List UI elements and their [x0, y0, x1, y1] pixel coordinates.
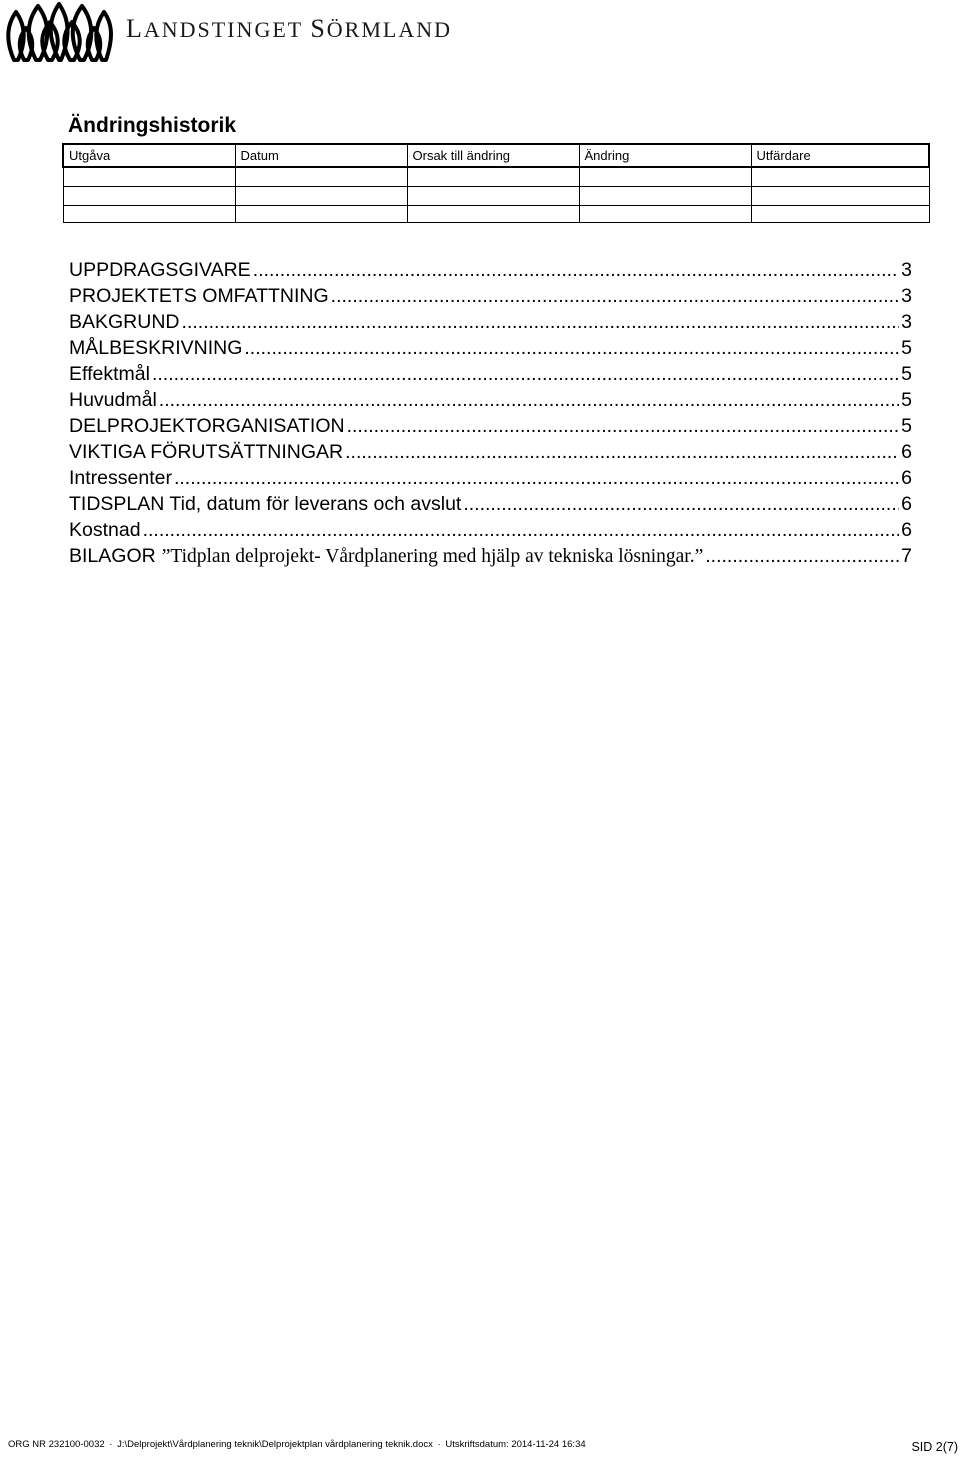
toc-dot-leader	[463, 491, 899, 517]
toc-entry-page: 6	[901, 441, 912, 463]
footer-document-info	[8, 1439, 586, 1450]
table-cell	[751, 206, 929, 223]
landstinget-logo-icon	[4, 2, 114, 62]
table-cell	[407, 206, 579, 223]
table-cell	[63, 167, 235, 187]
toc-entry-page: 5	[901, 389, 912, 411]
toc-entry[interactable]	[69, 517, 912, 543]
toc-entry-subtitle: ”Tidplan delprojekt- Vårdplanering med hjälp av tekniska lösningar.”	[161, 546, 704, 567]
toc-entry-title: Kostnad	[69, 519, 141, 541]
page-number: SID 2(7)	[911, 1440, 958, 1454]
column-header-reason: Orsak till ändring	[407, 144, 579, 167]
organization-name	[126, 14, 452, 44]
toc-entry[interactable]	[69, 465, 912, 491]
column-header-change: Ändring	[579, 144, 751, 167]
column-header-issuer: Utfärdare	[751, 144, 929, 167]
toc-entry[interactable]	[69, 439, 912, 465]
toc-entry-title: MÅLBESKRIVNING	[69, 337, 243, 359]
column-header-date: Datum	[235, 144, 407, 167]
toc-dot-leader	[345, 439, 899, 465]
footer-print-date: Utskriftsdatum: 2014-11-24 16:34	[445, 1439, 586, 1450]
toc-entry[interactable]	[69, 283, 912, 309]
table-cell	[751, 187, 929, 206]
toc-dot-leader	[244, 335, 899, 361]
toc-entry-page: 6	[901, 519, 912, 541]
toc-entry-page: 3	[901, 311, 912, 333]
toc-entry-page: 6	[901, 493, 912, 515]
toc-entry[interactable]	[69, 387, 912, 413]
change-history-table	[62, 143, 930, 223]
footer-org-number: ORG NR 232100-0032	[8, 1439, 105, 1450]
column-header-edition: Utgåva	[63, 144, 235, 167]
toc-entry-title: VIKTIGA FÖRUTSÄTTNINGAR	[69, 441, 344, 463]
toc-dot-leader	[152, 361, 899, 387]
toc-entry[interactable]	[69, 491, 912, 517]
toc-entry-title: BILAGOR	[69, 545, 156, 567]
toc-entry[interactable]	[69, 361, 912, 387]
toc-entry-title: Effektmål	[69, 363, 150, 385]
toc-entry-page: 6	[901, 467, 912, 489]
toc-entry-title: Intressenter	[69, 467, 172, 489]
table-cell	[751, 167, 929, 187]
table-cell	[235, 167, 407, 187]
toc-entry-page: 3	[901, 285, 912, 307]
toc-entry-page: 5	[901, 415, 912, 437]
footer-file-path: J:\Delprojekt\Vårdplanering teknik\Delprojektplan vårdplanering teknik.docx	[117, 1439, 433, 1450]
table-cell	[579, 206, 751, 223]
toc-entry[interactable]	[69, 309, 912, 335]
toc-dot-leader	[253, 257, 899, 283]
toc-dot-leader	[182, 309, 900, 335]
toc-entry[interactable]	[69, 335, 912, 361]
toc-entry-title: BAKGRUND	[69, 311, 180, 333]
org-name-part-2: ÖRMLAND	[326, 17, 453, 42]
toc-dot-leader	[705, 543, 899, 569]
table-cell	[407, 167, 579, 187]
table-cell	[235, 206, 407, 223]
toc-entry-page: 5	[901, 363, 912, 385]
toc-entry-title: DELPROJEKTORGANISATION	[69, 415, 345, 437]
toc-entry[interactable]	[69, 257, 912, 283]
toc-entry-page: 7	[901, 545, 912, 567]
toc-entry-title: Huvudmål	[69, 389, 157, 411]
table-of-contents	[69, 257, 912, 569]
toc-dot-leader	[347, 413, 900, 439]
toc-entry-page: 5	[901, 337, 912, 359]
table-cell	[63, 187, 235, 206]
change-history-heading: Ändringshistorik	[68, 114, 237, 137]
table-row	[63, 187, 929, 206]
org-name-part-1: ANDSTINGET	[143, 17, 311, 42]
toc-entry-page: 3	[901, 259, 912, 281]
toc-dot-leader	[331, 283, 899, 309]
footer-separator: ·	[437, 1439, 441, 1450]
toc-entry[interactable]	[69, 543, 912, 569]
org-name-initial-2: S	[310, 14, 327, 43]
table-cell	[407, 187, 579, 206]
table-header-row	[63, 144, 929, 167]
toc-entry-title: UPPDRAGSGIVARE	[69, 259, 251, 281]
table-cell	[63, 206, 235, 223]
table-row	[63, 206, 929, 223]
table-cell	[579, 167, 751, 187]
footer-separator: ·	[109, 1439, 113, 1450]
toc-dot-leader	[174, 465, 899, 491]
toc-entry[interactable]	[69, 413, 912, 439]
table-row	[63, 167, 929, 187]
toc-entry-title: PROJEKTETS OMFATTNING	[69, 285, 329, 307]
org-name-initial-1: L	[126, 14, 144, 43]
table-cell	[235, 187, 407, 206]
toc-entry-title: TIDSPLAN Tid, datum för leverans och avslut	[69, 493, 462, 515]
table-cell	[579, 187, 751, 206]
toc-dot-leader	[159, 387, 899, 413]
toc-dot-leader	[143, 517, 900, 543]
